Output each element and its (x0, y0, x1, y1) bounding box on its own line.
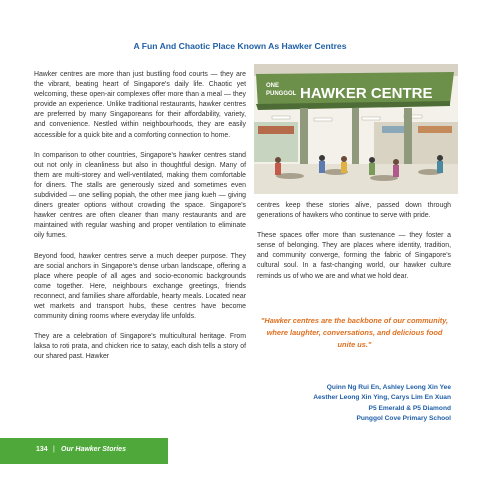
page-number: 134 (36, 446, 48, 453)
left-column (34, 70, 246, 362)
paragraph-heritage: They are a celebration of Singapore's multicultural heritage. From laksa to roti prata, and chicken rice to satay, each dish tells a story of our shared past. Hawker (34, 333, 246, 361)
paragraph-intro: Hawker centres are more than just bustling food courts — they are the vibrant, beating heart of Singapore's daily life. Chaotic yet welcoming, these open-air complexes offer more than a meal — they provide an experience. Unlike traditional restaurants, hawker centres are preferred by many Singaporeans for their affordability, variety, and convenience. Nestled within neighbourhoods, they are easily accessible for a quick bite and a comforting connection to home. (34, 71, 246, 139)
book-title: Our Hawker Stories (61, 446, 126, 453)
paragraph-belonging: These spaces offer more than sustenance — they foster a sense of belonging. They are places where identity, tradition, and community converge, forming the fabric of Singapore's cultural soul. In a fast-changing world, our hawker culture reminds us of who we are and what we hold dear. (257, 232, 451, 280)
sign-text-one: ONE (266, 83, 280, 89)
paragraph-continuation: centres keep these stories alive, passed down through generations of hawkers who continue to serve with pride. (257, 202, 451, 220)
hawker-centre-drawing (254, 64, 458, 194)
author-credits (258, 383, 451, 425)
sign-text-hawker-centre: HAWKER CENTRE (300, 85, 433, 102)
school-line: Punggol Cove Primary School (356, 415, 451, 423)
author-line: Quinn Ng Rui En, Ashley Leong Xin Yee (326, 384, 451, 391)
right-column (257, 201, 451, 282)
pull-quote: "Hawker centres are the backbone of our community, where laughter, conversations, and delicious food unite us." (260, 316, 449, 349)
class-line: P5 Emerald & P5 Diamond (368, 404, 451, 412)
footer-separator: | (53, 446, 55, 453)
hawker-centre-illustration (254, 64, 458, 194)
paragraph-comparison: In comparison to other countries, Singapore's hawker centres stand out not only in cleanliness but also in thoughtful design. Many of them are multi-storey and well-ventilated, making them comfortable for diners. The stalls are generously sized and sometimes even subdivided — one selling popiah, the other mee jiang kueh — giving diners greater options without crowding the space. Singapore's hawker centres are often cleaner than many restaurants and are maintained with regular washing and proper ventilation to eliminate oily fumes. (34, 151, 246, 240)
author-line: Aesther Leong Xin Ying, Carys Lim En Xuan (313, 394, 451, 402)
paragraph-purpose: Beyond food, hawker centres serve a much deeper purpose. They are social anchors in Singapore's dense urban landscape, offering a place where people of all ages and socio-economic backgrounds come together. Here, neighbours exchange greetings, friends reconnect, and families share affordable, hearty meals. Located near wet markets and transport hubs, these centres have become community dining rooms where everyday life unfolds. (34, 252, 246, 321)
page-title: A Fun And Chaotic Place Known As Hawker Centres (133, 41, 347, 51)
sign-text-punggol: PUNGGOL (266, 91, 297, 97)
